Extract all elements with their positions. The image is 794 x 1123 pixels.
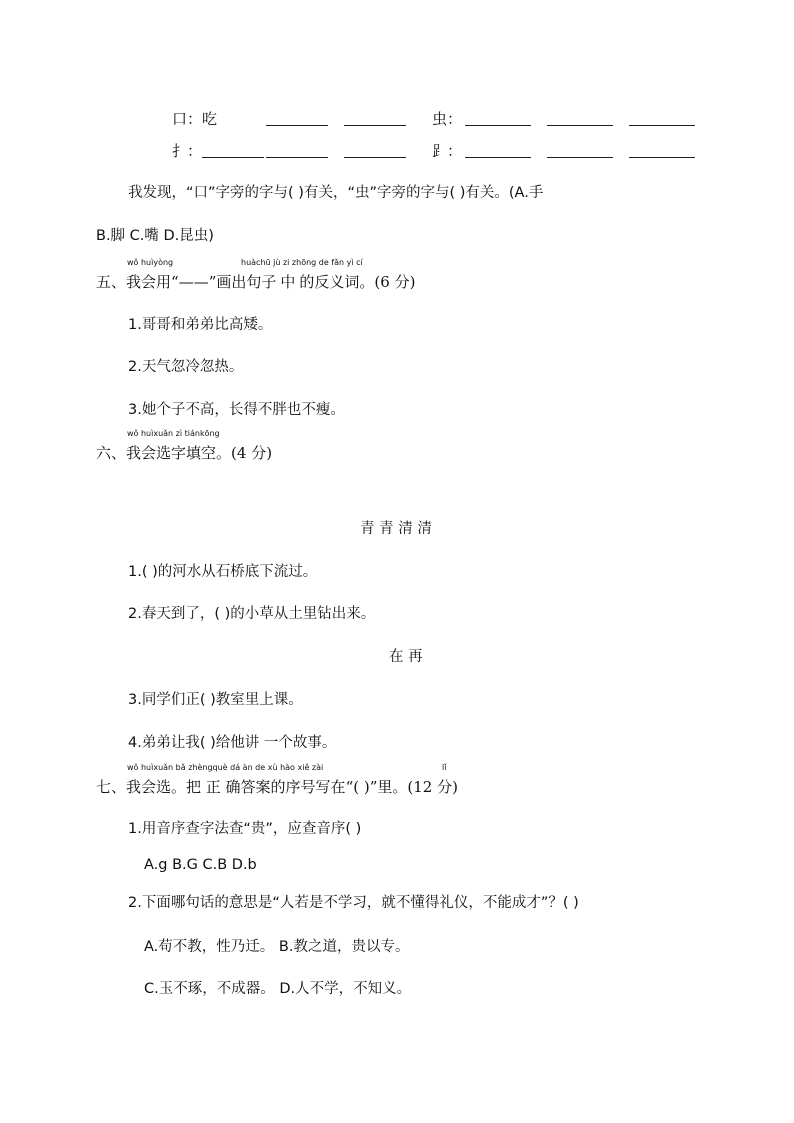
radical-chong-label: 虫： <box>432 110 463 128</box>
section-6-heading <box>96 429 273 463</box>
answer-blank[interactable] <box>629 109 695 126</box>
answer-blank[interactable] <box>629 141 695 158</box>
title-part: 画出句子 <box>216 273 277 291</box>
radical-shou-label: 扌： <box>172 142 203 160</box>
score: (4 分) <box>231 444 273 462</box>
answer-blank[interactable] <box>202 141 264 158</box>
answer-blank[interactable] <box>465 141 531 158</box>
question: 2.春天到了，( )的小草从土里钻出来。 <box>128 606 376 622</box>
score: (12 分) <box>407 778 458 796</box>
answer-blank[interactable] <box>344 109 406 126</box>
answer-blank[interactable] <box>465 109 531 126</box>
discover-sentence: 我发现，“口”字旁的字与( )有关，“虫”字旁的字与( )有关。(A.手 <box>128 185 544 201</box>
answer-blank[interactable] <box>266 141 328 158</box>
section-number: 七、 <box>96 778 127 796</box>
title-part: 我会用 <box>126 273 172 291</box>
score: (6 分) <box>374 273 416 291</box>
title-part: 我会选。把 正 确答案的序号写在 <box>126 778 346 796</box>
pinyin: huàchū jù zi zhōng de fǎn yì cí <box>241 258 363 267</box>
title: 我会选字填空。 <box>126 444 232 462</box>
question: 1.哥哥和弟弟比高矮。 <box>128 317 273 333</box>
word-choices: 在 再 <box>389 649 423 665</box>
title-mark: “——” <box>171 273 217 291</box>
section-5-heading <box>96 258 416 292</box>
title-part: 里。 <box>377 778 408 796</box>
word-choices: 青 青 清 清 <box>360 521 432 537</box>
radical-kou-label: 口：吃 <box>172 110 218 128</box>
pinyin: wǒ huìxuǎn zì tiánkōng <box>127 429 220 438</box>
radical-zu-label: ⻊： <box>432 142 463 160</box>
question: 2.下面哪句话的意思是“人若是不学习，就不懂得礼仪，不能成才”？( ) <box>128 895 579 911</box>
question: 3.她个子不高，长得不胖也不瘦。 <box>128 402 345 418</box>
pinyin: wǒ huìxuǎn bǎ zhèngquè dá àn de xù hào xiě zài <box>127 763 324 772</box>
answer-blank[interactable] <box>547 141 613 158</box>
options: A.苟不教，性乃迁。 B.教之道，贵以专。 <box>144 939 410 955</box>
title-part: “( )” <box>345 778 378 796</box>
section-number: 五、 <box>96 273 127 291</box>
title-part: 的反义词。 <box>299 273 375 291</box>
options: C.玉不琢，不成器。 D.人不学，不知义。 <box>144 981 412 997</box>
question: 1.用音序查字法查“贵”，应查音序( ) <box>128 821 362 837</box>
answer-blank[interactable] <box>266 109 328 126</box>
question: 2.天气忽冷忽热。 <box>128 359 244 375</box>
question: 3.同学们正( )教室里上课。 <box>128 692 303 708</box>
discover-options: B.脚 C.嘴 D.昆虫) <box>96 228 214 244</box>
answer-blank[interactable] <box>344 141 406 158</box>
options: A.g B.G C.B D.b <box>144 857 257 873</box>
question: 1.( )的河水从石桥底下流过。 <box>128 564 318 580</box>
pinyin: wǒ huìyòng <box>127 258 174 267</box>
section-number: 六、 <box>96 444 127 462</box>
question: 4.弟弟让我( )给他讲 一个故事。 <box>128 735 337 751</box>
title-part: 中 <box>280 273 296 291</box>
pinyin: lǐ <box>442 763 447 772</box>
section-7-heading <box>96 763 458 797</box>
answer-blank[interactable] <box>547 109 613 126</box>
